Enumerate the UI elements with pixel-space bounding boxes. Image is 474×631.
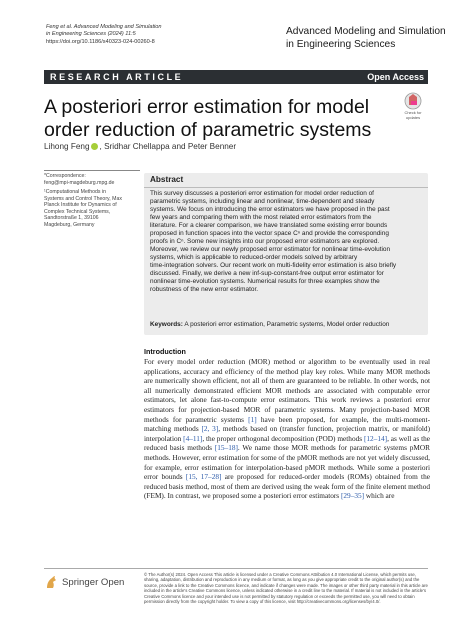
- affiliation-line: ¹Computational Methods in: [44, 189, 106, 195]
- abstract-line: Moreover, we review our newly proposed error estimator for nonlinear time-evolution: [150, 246, 391, 253]
- keywords-text: A posteriori error estimation, Parametric systems, Model order reduction: [184, 321, 390, 328]
- orcid-icon[interactable]: [91, 143, 98, 150]
- affiliation-line: Magdeburg, Germany: [44, 221, 95, 228]
- abstract-line: This survey discusses a posteriori error estimation for model order reduction of: [150, 190, 374, 197]
- intro-text-segment: have been proposed, for example, the multi-moment-matching methods: [144, 414, 430, 434]
- introduction-heading: Introduction: [144, 347, 186, 356]
- abstract-line: discussed. Finally, we derive a new inf-sup-constant-free output error estimator for: [150, 270, 384, 277]
- check-for-updates-badge[interactable]: [398, 92, 428, 122]
- intro-text-segment: . We name those MOR methods for parametric systems pMOR methods. However, error estimation for some of the pMOR methods are not yet widely discussed, for example, error estimation for interpolation-based pMOR methods. While some a posteriori error bounds: [144, 443, 430, 482]
- reference-link[interactable]: [15, 17–28]: [185, 472, 222, 482]
- footer-divider: [44, 568, 428, 569]
- intro-text-segment: , as well as the reduced basis methods: [144, 433, 430, 453]
- reference-link[interactable]: [4–11]: [183, 433, 203, 443]
- intro-text-segment: are proposed for reduced-order models (ROMs) obtained from the reduced basis method, most of them are derived using the weak form of the finite element method (FEM). In contrast, we proposed some a posteriori error estimators: [144, 472, 430, 501]
- abstract-line: nonlinear time-evolution systems. Numerical results for three examples show the: [150, 278, 380, 285]
- reference-link[interactable]: [15–18]: [214, 443, 238, 453]
- open-access-label: Open Access: [367, 72, 424, 82]
- abstract-box: [144, 173, 428, 335]
- journal-name: [286, 26, 456, 51]
- abstract-line: literature. For a clearer comparison, we have translated some existing error bounds: [150, 222, 388, 229]
- springer-open-logo[interactable]: [44, 574, 136, 590]
- intro-text-segment: , the proper orthogonal decomposition (POD) methods: [202, 433, 364, 443]
- correspondence-sidebar: [44, 170, 140, 228]
- sidebar-divider: [44, 170, 140, 171]
- citation-line-1: Feng et al. Advanced Modeling and Simulation: [46, 24, 162, 30]
- introduction-paragraph: [144, 357, 430, 501]
- keywords-line: [150, 321, 426, 329]
- reference-link[interactable]: [29–35]: [340, 491, 365, 501]
- reference-link[interactable]: [1]: [248, 414, 257, 424]
- affiliation-line: Complex Technical Systems,: [44, 208, 111, 215]
- springer-horse-icon: [44, 574, 58, 590]
- article-type-label: RESEARCH ARTICLE: [50, 72, 184, 82]
- article-title: [44, 96, 384, 141]
- abstract-line: parametric systems, including linear and nonlinear, time-dependent and steady: [150, 198, 375, 205]
- abstract-line: time-integration solvers. Our recent work on multi-fidelity error estimation is also briefly: [150, 262, 397, 269]
- journal-line-2: in Engineering Sciences: [286, 38, 396, 50]
- reference-link[interactable]: [2, 3]: [201, 424, 219, 434]
- keywords-label: Keywords:: [150, 321, 183, 328]
- title-line-2: order reduction of parametric systems: [44, 118, 372, 141]
- abstract-line: systems, which is applicable to reduced-order models solved by arbitrary: [150, 254, 358, 261]
- intro-text-segment: , methods based on (transfer function, projection matrix, or manifold) interpolation: [144, 424, 430, 443]
- article-type-banner: [44, 70, 428, 84]
- check-updates-icon: [398, 92, 428, 111]
- journal-line-1: Advanced Modeling and Simulation: [286, 26, 446, 37]
- abstract-line: systems. We focus on introducing the error estimators we have proposed in the past: [150, 206, 390, 213]
- intro-text-segment: which are: [364, 491, 395, 501]
- first-author[interactable]: Lihong Feng: [44, 142, 90, 151]
- abstract-body: [150, 190, 422, 294]
- check-updates-line-1: Check for: [404, 110, 422, 115]
- abstract-line: proposed in function spaces into the vector space Cⁿ and provide the corresponding: [150, 230, 389, 237]
- abstract-header: [144, 173, 428, 188]
- other-authors: , Sridhar Chellappa and Peter Benner: [99, 142, 237, 151]
- affiliation-line: Systems and Control Theory, Max: [44, 195, 122, 202]
- affiliation-line: Planck Institute for Dynamics of: [44, 202, 117, 208]
- correspondence-email[interactable]: feng@mpi-magdeburg.mpg.de: [44, 179, 115, 186]
- publisher-name: Springer Open: [62, 576, 125, 588]
- citation-block: [46, 24, 216, 46]
- title-line-1: A posteriori error estimation for model: [44, 96, 370, 118]
- affiliation-line: Sandtorstraße 1, 39106: [44, 215, 99, 221]
- abstract-line: robustness of the new error estimator.: [150, 286, 259, 293]
- check-updates-line-2: updates: [405, 114, 421, 120]
- author-list: [44, 142, 236, 151]
- doi-link[interactable]: https://doi.org/10.1186/s40323-024-00260-8: [46, 38, 155, 45]
- abstract-heading: Abstract: [150, 175, 184, 184]
- intro-text-segment: For every model order reduction (MOR) method or algorithm to be eventually used in real applications, accuracy and efficiency of the method play key roles. While many MOR methods are numerically shown efficient, not all of them are guaranteed to be reliable. In other words, not all numerically demonstrated efficient MOR methods are associated with computable error estimators, let alone fast-to-compute error estimators. This work reviews a posteriori error estimators for projection-based MOR of parametric systems. Many projection-based MOR methods for parametric systems: [144, 357, 430, 424]
- citation-line-2: in Engineering Sciences (2024) 11:5: [46, 31, 136, 38]
- abstract-line: few years and comparing them with the most related error estimators from the: [150, 214, 372, 221]
- reference-link[interactable]: [12–14]: [363, 433, 388, 443]
- license-text: © The Author(s) 2024. Open Access This article is licensed under a Creative Commons Attribution 4.0 International License, which permits use, sharing, adaptation, distribution and reproduction in any medium or format, as long as you give appropriate credit to the original author(s) and the source, provide a link to the Creative Commons licence, and indicate if changes were made. The images or other third party material in this article are included in the article's Creative Commons licence, unless indicated otherwise in a credit line to the material. If material is not included in the article's Creative Commons licence and your intended use is not permitted by statutory regulation or exceeds the permitted use, you will need to obtain permission directly from the copyright holder. To view a copy of this licence, visit http://creativecommons.org/licenses/by/4.0/.: [144, 572, 428, 605]
- abstract-line: proofs in Cⁿ. Some new insights into our proposed error estimators are explored.: [150, 238, 380, 245]
- correspondence-label: *Correspondence:: [44, 173, 86, 179]
